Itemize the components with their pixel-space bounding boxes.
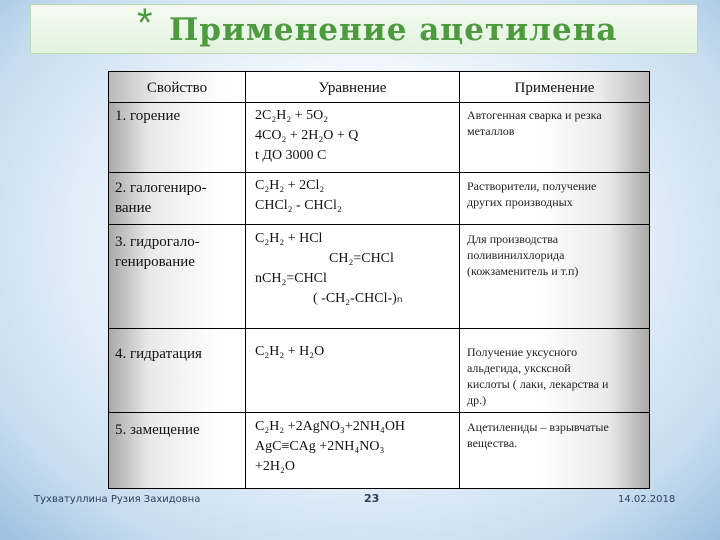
- application-line: Ацетилениды – взрывчатые: [467, 420, 609, 434]
- application-line: поливинилхлорида: [467, 248, 565, 262]
- equation-line: CHCl₂ - CHCl₂: [255, 198, 342, 213]
- footer-author: Тухватуллина Рузия Захидовна: [34, 494, 201, 505]
- header-property: Свойство: [146, 80, 208, 96]
- equation-line: t ДО 3000 C: [255, 148, 327, 163]
- application-line: других производных: [467, 195, 573, 209]
- property-line: 2. галогениро-: [115, 180, 207, 196]
- application-line: др.): [467, 393, 487, 407]
- property-line: 5. замещение: [115, 422, 200, 438]
- table-row-3-application: [467, 231, 578, 279]
- property-line: 3. гидрогало-: [115, 234, 200, 250]
- row-divider: [109, 412, 649, 413]
- application-line: Получение уксусного: [467, 345, 578, 359]
- table-row-5-property: [115, 420, 200, 440]
- table-row-1-equation: [255, 106, 358, 166]
- table-row-1-application: [467, 107, 602, 139]
- application-line: металлов: [467, 124, 515, 138]
- title-star-marker: *: [137, 1, 153, 45]
- header-application: Применение: [514, 80, 595, 96]
- table-row-4-application: [467, 344, 608, 408]
- column-divider: [459, 72, 460, 488]
- property-line: 1. горение: [115, 108, 181, 124]
- table-row-4-property: [115, 344, 202, 364]
- row-divider: [109, 224, 649, 225]
- table-row-2-property: [115, 178, 207, 218]
- equation-line: ( -CH₂-CHCl-)ₙ: [313, 291, 403, 306]
- application-line: (кожзаменитель и т.п): [467, 264, 579, 278]
- title-banner: [30, 1, 698, 54]
- reactions-table: [108, 71, 650, 489]
- table-row-3-property: [115, 232, 200, 272]
- equation-line: C₂H₂ + HCl: [255, 231, 323, 246]
- row-divider: [109, 328, 649, 329]
- table-row-3-equation: [255, 229, 455, 309]
- equation-line: CH₂=CHCl: [329, 251, 394, 266]
- row-divider: [109, 102, 649, 103]
- application-line: Автогенная сварка и резка: [467, 108, 602, 122]
- equation-line: C₂H₂ + 2Cl₂: [255, 178, 325, 193]
- property-line: генирование: [115, 254, 195, 270]
- property-line: вание: [115, 200, 152, 216]
- equation-line: C₂H₂ + H₂O: [255, 344, 325, 359]
- table-row-4-equation: [255, 342, 324, 362]
- equation-line: C₂H₂ +2AgNO₃+2NH₄OH: [255, 419, 406, 434]
- footer-date: 14.02.2018: [618, 494, 676, 505]
- application-line: Растворители, получение: [467, 179, 597, 193]
- table-row-5-application: [467, 419, 609, 451]
- table-row-1-property: [115, 106, 180, 126]
- application-line: кислоты ( лаки, лекарства и: [467, 377, 609, 391]
- application-line: вещества.: [467, 436, 518, 450]
- equation-line: AgC≡CAg +2NH₄NO₃: [255, 439, 385, 454]
- column-divider: [245, 72, 246, 488]
- page-number: 23: [364, 492, 380, 505]
- application-line: альдегида, уксксной: [467, 361, 571, 375]
- header-equation: Уравнение: [318, 80, 387, 96]
- row-divider: [109, 172, 649, 173]
- table-row-5-equation: [255, 417, 405, 477]
- application-line: Для производства: [467, 232, 559, 246]
- equation-line: 2C₂H₂ + 5O₂: [255, 108, 329, 123]
- table-row-2-application: [467, 178, 596, 210]
- equation-line: 4CO₂ + 2H₂O + Q: [255, 128, 359, 143]
- table-row-2-equation: [255, 176, 342, 216]
- equation-line: +2H₂O: [255, 459, 295, 474]
- equation-line: nCH₂=CHCl: [255, 271, 327, 286]
- property-line: 4. гидратация: [115, 346, 202, 362]
- slide-title: Применение ацетилена: [169, 12, 618, 48]
